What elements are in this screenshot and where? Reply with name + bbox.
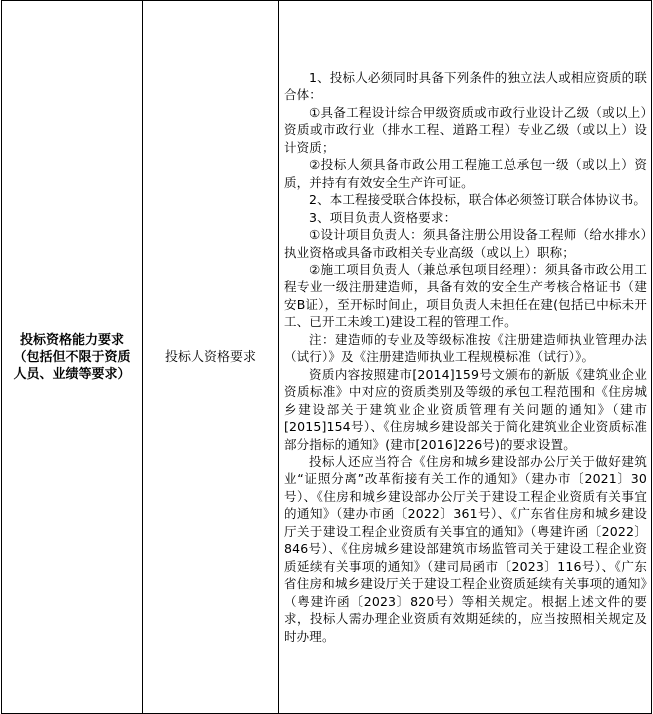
requirements-text <box>279 69 651 645</box>
paragraph-4: 2、本工程接受联合体投标，联合体必须签订联合体协议书。 <box>309 192 647 208</box>
paragraph-2: ①具备工程设计综合甲级资质或市政行业设计乙级（或以上）资质或市政行业（排水工程、道路工程）专业乙级（或以上）设计资质； <box>284 104 647 155</box>
paragraph-9: 资质内容按照建市[2014]159号文颁布的新版《建筑业企业资质标准》中对应的资质类别及等级的承包工程范围和《住房城乡建设部关于建筑业企业资质管理有关问题的通知》（建市[2015]154号）、《住房城乡建设部关于简化建筑业企业资质标准部分指标的通知》(建市[2016]226号)的要求设置。 <box>284 366 647 452</box>
paragraph-1: 1、投标人必须同时具备下列条件的独立法人或相应资质的联合体： <box>284 70 647 103</box>
item-label: 投标人资格要求 <box>164 349 256 365</box>
paragraph-8: 注：建造师的专业及等级标准按《注册建造师执业管理办法（试行）》及《注册建造师执业工程规模标准（试行）》。 <box>284 331 647 365</box>
requirements-table <box>1 0 652 714</box>
paragraph-7: ②施工项目负责人（兼总承包项目经理）：须具备市政公用工程专业一级注册建造师，具备有效的安全生产考核合格证书（建安B证），至开标时间止，项目负责人未担任在建(包括已中标未开工、已开工未竣工)建设工程的管理工作。 <box>284 262 647 330</box>
paragraph-10: 投标人还应当符合《住房和城乡建设部办公厅关于做好建筑业“证照分离”改革衔接有关工作的通知》（建办市〔2021〕30号）、《住房和城乡建设部办公厅关于建设工程企业资质有关事宜的通知》（建办市函〔2022〕361号）、《广东省住房和城乡建设厅关于建设工程企业资质有关事宜的通知》（粤建许函〔2022〕846号）、《住房城乡建设部建筑市场监管司关于建设工程企业资质延续有关事项的通知》（建司局函市〔2023〕116号）、《广东省住房和城乡建设厅关于建设工程企业资质延续有关事项的通知》（粤建许函〔2023〕820号）等相关规定。根据上述文件的要求，投标人需办理企业资质有效期延续的，应当按照相关规定及时办理。 <box>284 453 648 644</box>
category-label: 投标资格能力要求（包括但不限于资质人员、业绩等要求） <box>13 332 131 382</box>
paragraph-3: ②投标人须具备市政公用工程施工总承包一级（或以上）资质，并持有有效安全生产许可证。 <box>284 157 647 190</box>
paragraph-6: ①设计项目负责人：须具备注册公用设备工程师（给水排水）执业资格或具备市政相关专业高级（或以上）职称； <box>284 227 647 260</box>
item-cell <box>143 1 279 714</box>
content-cell <box>279 1 652 714</box>
table-row <box>2 1 652 714</box>
paragraph-5: 3、项目负责人资格要求： <box>309 209 457 225</box>
category-cell <box>2 1 143 714</box>
